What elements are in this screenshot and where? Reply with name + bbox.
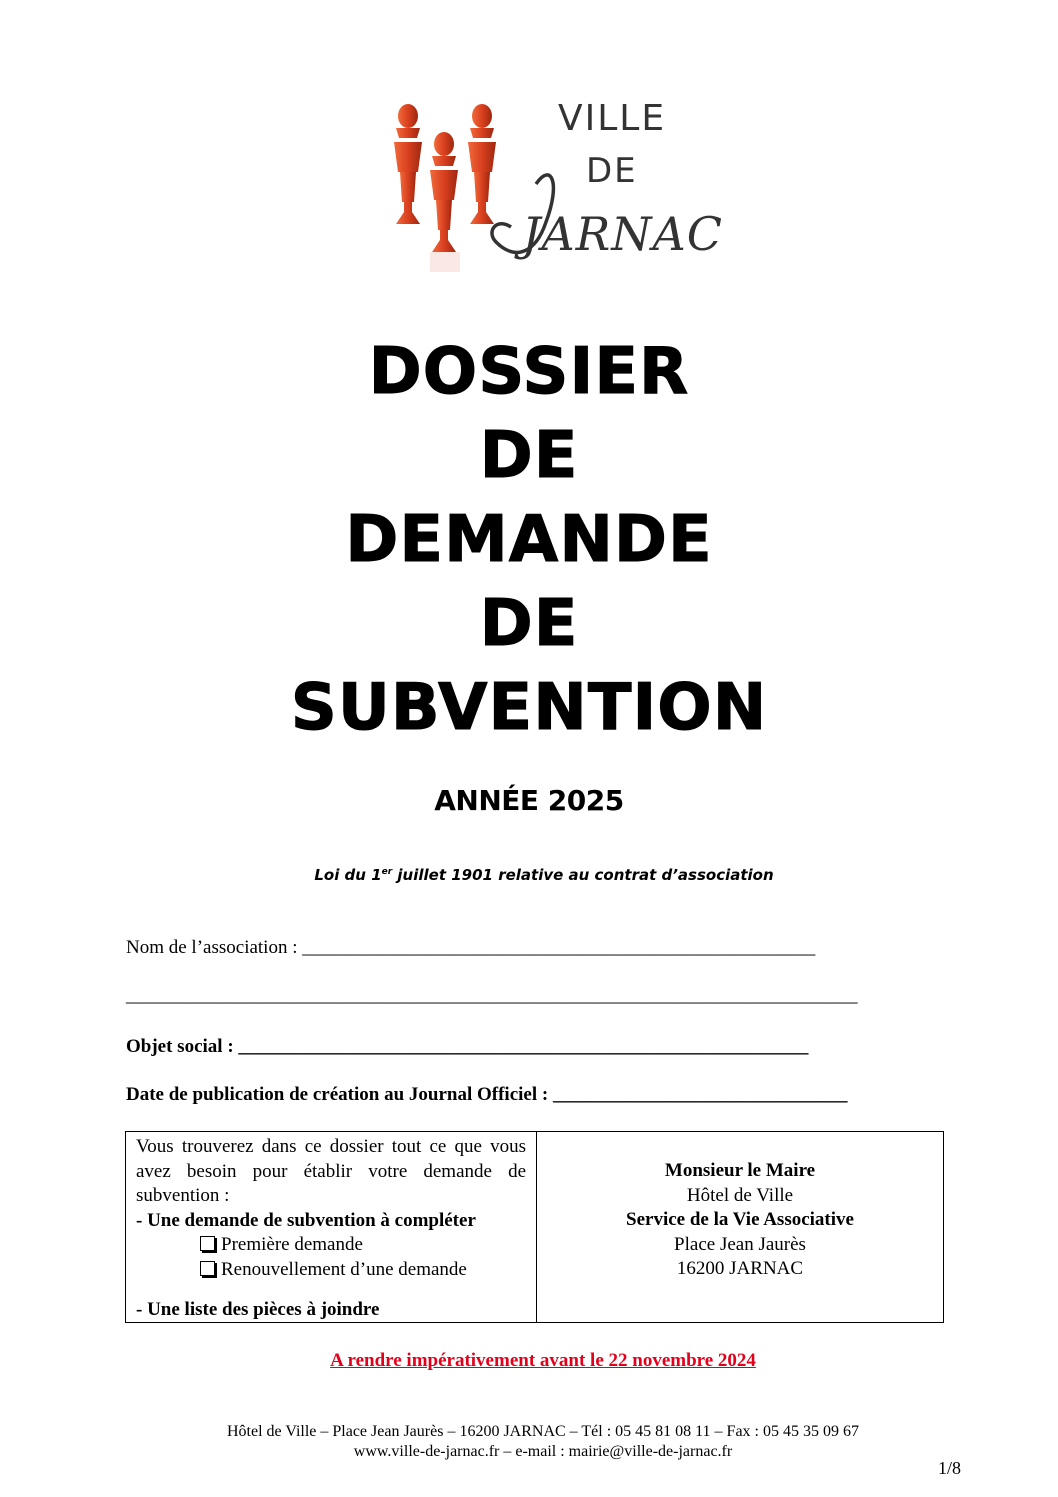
contents-item-request: - Une demande de subvention à compléter [136, 1209, 476, 1231]
figure-right-icon [468, 104, 496, 224]
publication-date-field[interactable]: Date de publication de création au Journal Officiel : _______________________________ [126, 1084, 848, 1105]
address-city: 16200 JARNAC [676, 1258, 804, 1279]
year-heading: ANNÉE 2025 [434, 784, 624, 817]
address-street: Place Jean Jaurès [674, 1233, 806, 1255]
page-footer [0, 1422, 1058, 1462]
figure-left-icon [394, 104, 422, 224]
page-number: 1/8 [938, 1458, 962, 1478]
footer-contact: Hôtel de Ville – Place Jean Jaurès – 16200 JARNAC – Tél : 05 45 81 08 11 – Fax : 05 45 35 09 67 [226, 1423, 859, 1440]
info-table [125, 1131, 944, 1323]
footer-web: www.ville-de-jarnac.fr – e-mail : mairie@ville-de-jarnac.fr [353, 1443, 733, 1460]
logo-line1: VILLE [558, 98, 667, 139]
checkbox-icon[interactable] [200, 1236, 215, 1251]
figure-middle-icon [430, 132, 458, 252]
social-object-field[interactable]: Objet social : ____________________________________________________________ [126, 1036, 809, 1057]
title-line: DOSSIER [368, 335, 690, 409]
title-line: SUBVENTION [290, 671, 768, 745]
address-building: Hôtel de Ville [686, 1184, 794, 1206]
law-text-before: Loi du 1 [314, 866, 382, 884]
association-name-field[interactable]: Nom de l’association : ______________________________________________________ [126, 937, 816, 958]
title-line: DE [479, 419, 579, 493]
title-line: DEMANDE [345, 503, 713, 577]
option-first-request[interactable] [136, 1233, 526, 1258]
title-line: DE [479, 587, 579, 661]
address-service: Service de la Vie Associative [626, 1209, 854, 1230]
document-title [0, 330, 1058, 750]
logo-line3: JARNAC [522, 207, 723, 261]
law-superscript: er [381, 867, 393, 877]
address-column [537, 1132, 943, 1322]
city-logo [386, 92, 736, 292]
law-reference [0, 866, 1058, 884]
law-text-after: juillet 1901 relative au contrat d’association [392, 866, 774, 884]
logo-line2: DE [586, 151, 638, 191]
checkbox-icon[interactable] [200, 1261, 215, 1276]
association-name-continuation[interactable]: _____________________________________________________________________________ [126, 985, 858, 1006]
contents-column [126, 1132, 537, 1322]
option-renewal[interactable] [136, 1258, 526, 1283]
contents-intro: Vous trouverez dans ce dossier tout ce que vous avez besoin pour établir votre demande de subvention : [136, 1136, 526, 1206]
address-recipient: Monsieur le Maire [664, 1160, 816, 1181]
option-label: Première demande [221, 1234, 363, 1255]
deadline-notice: A rendre impérativement avant le 22 novembre 2024 [330, 1350, 756, 1371]
contents-item-documents: - Une liste des pièces à joindre [136, 1299, 380, 1320]
option-label: Renouvellement d’une demande [221, 1258, 467, 1280]
